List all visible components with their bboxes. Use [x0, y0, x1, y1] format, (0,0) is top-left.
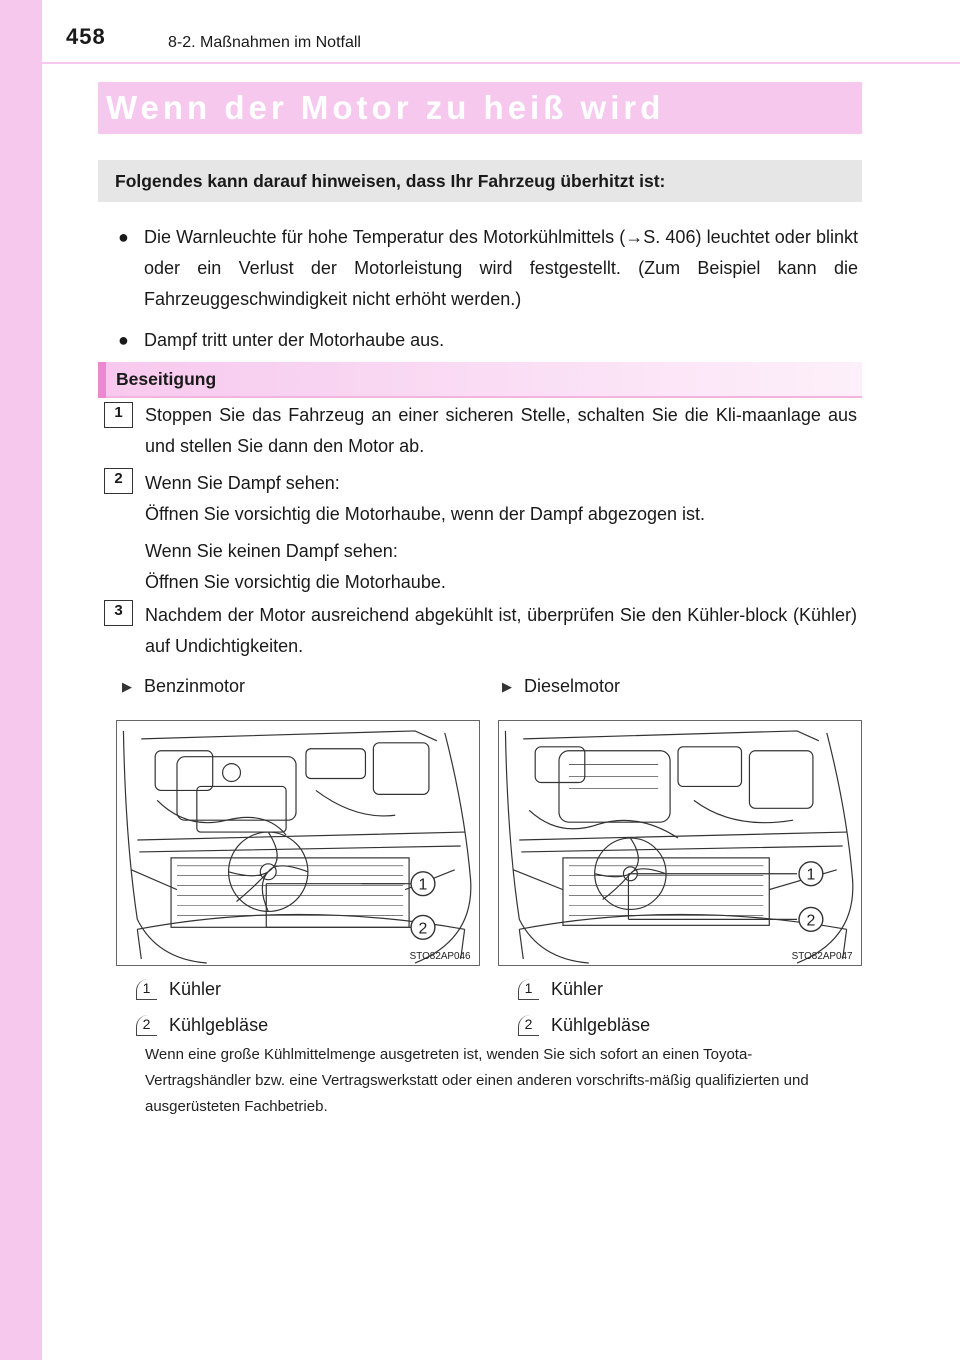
legend-item: [136, 979, 221, 1000]
step-number-badge: 1: [104, 402, 133, 428]
legend-number: 2: [518, 1015, 539, 1036]
step-2-line-1: Wenn Sie Dampf sehen:: [145, 473, 340, 493]
legend-item: [518, 979, 603, 1000]
page-number: 458: [66, 24, 106, 49]
list-item: [118, 222, 858, 315]
figure-code: STO82AP047: [791, 951, 853, 963]
list-item-text: Dampf tritt unter der Motorhaube aus.: [144, 330, 445, 350]
list-item: [118, 325, 858, 356]
figure-label-text: Dieselmotor: [524, 676, 621, 696]
heading-marker: [98, 362, 106, 398]
step-number-badge: 2: [104, 468, 133, 494]
symptom-list: [118, 222, 858, 366]
legend-item: [136, 1015, 268, 1036]
legend-text: Kühler: [169, 979, 222, 999]
step-3-text: Nachdem der Motor ausreichend abgekühlt ist, überprüfen Sie den Kühler-block (Kühler) auf Undichtigkeiten.: [145, 605, 857, 656]
side-color-bar: [0, 0, 42, 1360]
petrol-engine-illustration: [116, 720, 480, 966]
step-1-text: Stoppen Sie das Fahrzeug an einer sicheren Stelle, schalten Sie die Kli-maanlage aus und stellen Sie dann den Motor ab.: [145, 405, 857, 456]
list-item-text: Die Warnleuchte für hohe Temperatur des Motorkühlmittels (→S. 406) leuchtet oder blinkt oder ein Verlust der Motorleistung wird festgestellt. (Zum Beispiel kann die Fahrzeuggeschwindigkeit nicht erhöht werden.): [144, 227, 858, 309]
callout-2: 2: [418, 920, 428, 938]
callout-2: 2: [806, 912, 816, 930]
symptoms-heading-bar: [98, 160, 862, 202]
figure-label-text: Benzinmotor: [144, 676, 246, 696]
callout-1: 1: [418, 876, 428, 894]
legend-text: Kühler: [551, 979, 604, 999]
legend-item: [518, 1015, 650, 1036]
remedy-heading-bar: [98, 362, 862, 398]
legend-number: 1: [518, 979, 539, 1000]
legend-number: 2: [136, 1015, 157, 1036]
remedy-heading: Beseitigung: [116, 368, 217, 389]
figure-label-diesel: [502, 676, 620, 697]
bullet-icon: ●: [118, 330, 129, 350]
chapter-title: 8-2. Maßnahmen im Notfall: [168, 34, 361, 51]
step-2-line-4: Öffnen Sie vorsichtig die Motorhaube.: [145, 572, 446, 592]
section-title-bar: [98, 82, 862, 134]
symptoms-heading: Folgendes kann darauf hinweisen, dass Ihr Fahrzeug überhitzt ist:: [115, 170, 666, 191]
header-divider: [42, 62, 960, 64]
step-2-line-3: Wenn Sie keinen Dampf sehen:: [145, 541, 398, 561]
diesel-engine-illustration: [498, 720, 862, 966]
legend-number: 1: [136, 979, 157, 1000]
step-2-line-2: Öffnen Sie vorsichtig die Motorhaube, wenn der Dampf abgezogen ist.: [145, 504, 705, 524]
page-title: Wenn der Motor zu heiß wird: [106, 89, 665, 126]
figure-code: STO82AP046: [409, 951, 471, 963]
service-note: Wenn eine große Kühlmittelmenge ausgetreten ist, wenden Sie sich sofort an einen Toyota-Vertragshändler bzw. eine Vertragswerkstatt oder einen anderen vorschrifts-mäßig qualifizierten und ausgerüsteten Fachbetrieb.: [145, 1046, 809, 1115]
legend-text: Kühlgebläse: [551, 1015, 651, 1035]
callout-1: 1: [806, 866, 816, 884]
bullet-icon: ●: [118, 227, 129, 247]
triangle-right-icon: ▶: [502, 678, 512, 694]
engine-bay-drawing: [499, 721, 861, 965]
legend-text: Kühlgebläse: [169, 1015, 269, 1035]
triangle-right-icon: ▶: [122, 678, 132, 694]
step-number-badge: 3: [104, 600, 133, 626]
engine-bay-drawing: [117, 721, 479, 965]
figure-label-petrol: [122, 676, 245, 697]
